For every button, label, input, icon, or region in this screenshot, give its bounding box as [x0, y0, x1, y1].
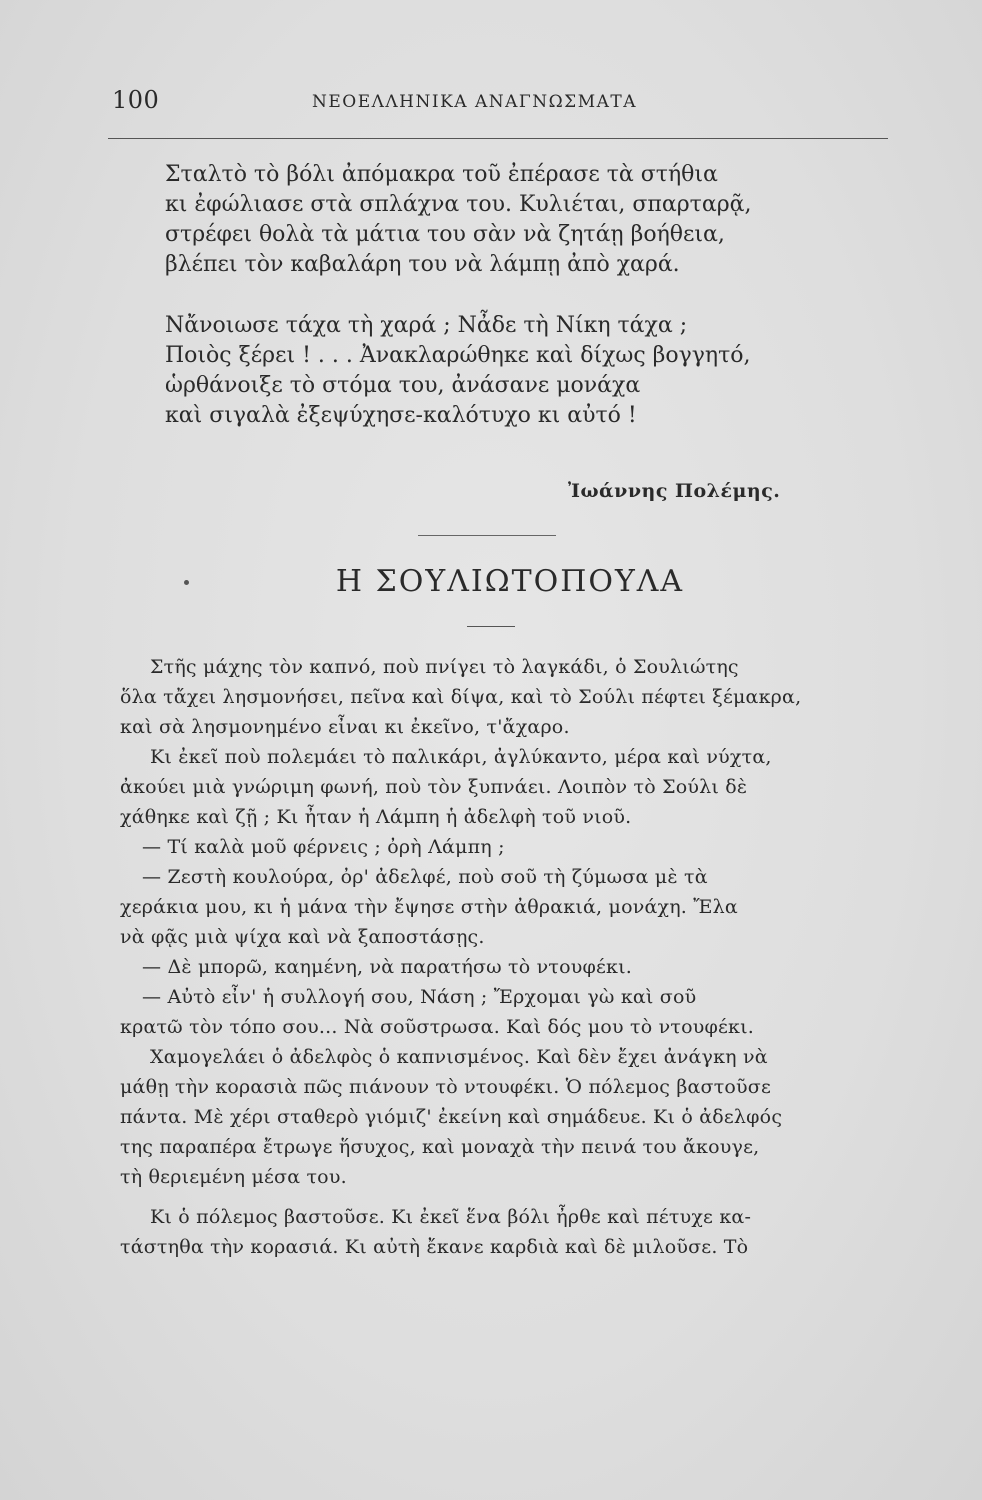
poem-line: βλέπει τὸν καβαλάρη του νὰ λάμπῃ ἀπὸ χαρά. — [165, 252, 680, 277]
dialogue-line: — Τί καλὰ μοῦ φέρνεις ; ὀρὴ Λάμπη ; — [142, 836, 505, 858]
poem-line: στρέφει θολὰ τὰ μάτια του σὰν νὰ ζητάῃ βοήθεια, — [165, 222, 725, 247]
prose-line: τάστηθα τὴν κορασιά. Κι αὐτὴ ἔκανε καρδιὰ καὶ δὲ μιλοῦσε. Τὸ — [120, 1236, 749, 1258]
prose-line: μάθῃ τὴν κορασιὰ πῶς πιάνουν τὸ ντουφέκι. Ὁ πόλεμος βαστοῦσε — [120, 1076, 772, 1098]
running-title: ΝΕΟΕΛΛΗΝΙΚΑ ΑΝΑΓΝΩΣΜΑΤΑ — [312, 92, 637, 112]
prose-line: πάντα. Μὲ χέρι σταθερὸ γιόμιζ' ἐκείνη καὶ σημάδευε. Κι ὁ ἀδελφός — [120, 1106, 783, 1128]
poem-line: καὶ σιγαλὰ ἐξεψύχησε-καλότυχο κι αὐτό ! — [165, 403, 637, 428]
page-number: 100 — [112, 86, 160, 114]
poem-author: Ἰωάννης Πολέμης. — [568, 480, 781, 502]
section-title: Η ΣΟΥΛΙΩΤΟΠΟΥΛΑ — [335, 564, 685, 599]
prose-line: χάθηκε καὶ ζῇ ; Κι ἦταν ἡ Λάμπη ἡ ἀδελφὴ τοῦ νιοῦ. — [120, 806, 632, 828]
section-divider — [418, 535, 556, 536]
prose-line: νὰ φᾷς μιὰ ψίχα καὶ νὰ ξαποστάσῃς. — [120, 926, 485, 948]
prose-line: Κι ἐκεῖ ποὺ πολεμάει τὸ παλικάρι, ἀγλύκαντο, μέρα καὶ νύχτα, — [150, 746, 772, 768]
poem-line: Ποιὸς ξέρει ! . . . Ἀνακλαρώθηκε καὶ δίχως βογγητό, — [165, 343, 751, 368]
paragraph-gap — [120, 1192, 880, 1202]
prose-line: τὴ θεριεμένη μέσα του. — [120, 1166, 347, 1188]
header-rule — [108, 138, 888, 139]
prose-line: Στῆς μάχης τὸν καπνό, ποὺ πνίγει τὸ λαγκάδι, ὁ Σουλιώτης — [150, 656, 739, 678]
prose-line: καὶ σὰ λησμονημένο εἶναι κι ἐκεῖνο, τ'ἄχαρο. — [120, 716, 570, 738]
prose-line: ὅλα τἄχει λησμονήσει, πεῖνα καὶ δίψα, καὶ τὸ Σούλι πέφτει ξέμακρα, — [120, 686, 802, 708]
poem-line: Νἄνοιωσε τάχα τὴ χαρά ; Νἆδε τὴ Νίκη τάχα ; — [165, 313, 688, 338]
prose-line: χεράκια μου, κι ἡ μάνα τὴν ἔψησε στὴν ἀθρακιά, μονάχη. Ἔλα — [120, 896, 738, 918]
page-header — [112, 86, 882, 126]
prose-line: Κι ὁ πόλεμος βαστοῦσε. Κι ἐκεῖ ἕνα βόλι ἦρθε καὶ πέτυχε κα- — [150, 1206, 752, 1228]
prose-line: Χαμογελάει ὁ ἀδελφὸς ὁ καπνισμένος. Καὶ δὲν ἔχει ἀνάγκη νὰ — [150, 1046, 768, 1068]
poem-line: κι ἐφώλιασε στὰ σπλάχνα του. Κυλιέται, σπαρταρᾷ, — [165, 192, 752, 217]
dialogue-line: — Δὲ μπορῶ, καημένη, νὰ παρατήσω τὸ ντουφέκι. — [142, 956, 632, 978]
dialogue-line: — Αὐτὸ εἶν' ἡ συλλογή σου, Νάση ; Ἔρχομαι γὼ καὶ σοῦ — [142, 986, 697, 1008]
poem — [165, 160, 845, 431]
dialogue-line: — Ζεστὴ κουλούρα, ὀρ' ἀδελφέ, ποὺ σοῦ τὴ ζύμωσα μὲ τὰ — [142, 866, 708, 888]
prose-line: κρατῶ τὸν τόπο σου... Νὰ σοῦστρωσα. Καὶ δός μου τὸ ντουφέκι. — [120, 1016, 754, 1038]
ink-speck — [184, 580, 189, 585]
prose-line: της παραπέρα ἔτρωγε ἥσυχος, καὶ μοναχὰ τὴν πεινά του ἄκουγε, — [120, 1136, 760, 1158]
poem-line: ὡρθάνοιξε τὸ στόμα του, ἀνάσανε μονάχα — [165, 373, 641, 398]
poem-line: Σταλτὸ τὸ βόλι ἀπόμακρα τοῦ ἐπέρασε τὰ στήθια — [165, 162, 718, 187]
prose-line: ἀκούει μιὰ γνώριμη φωνή, ποὺ τὸν ξυπνάει. Λοιπὸν τὸ Σούλι δὲ — [120, 776, 748, 798]
prose-body — [120, 652, 880, 1262]
stanza-gap — [165, 280, 845, 311]
title-underline — [467, 626, 515, 627]
